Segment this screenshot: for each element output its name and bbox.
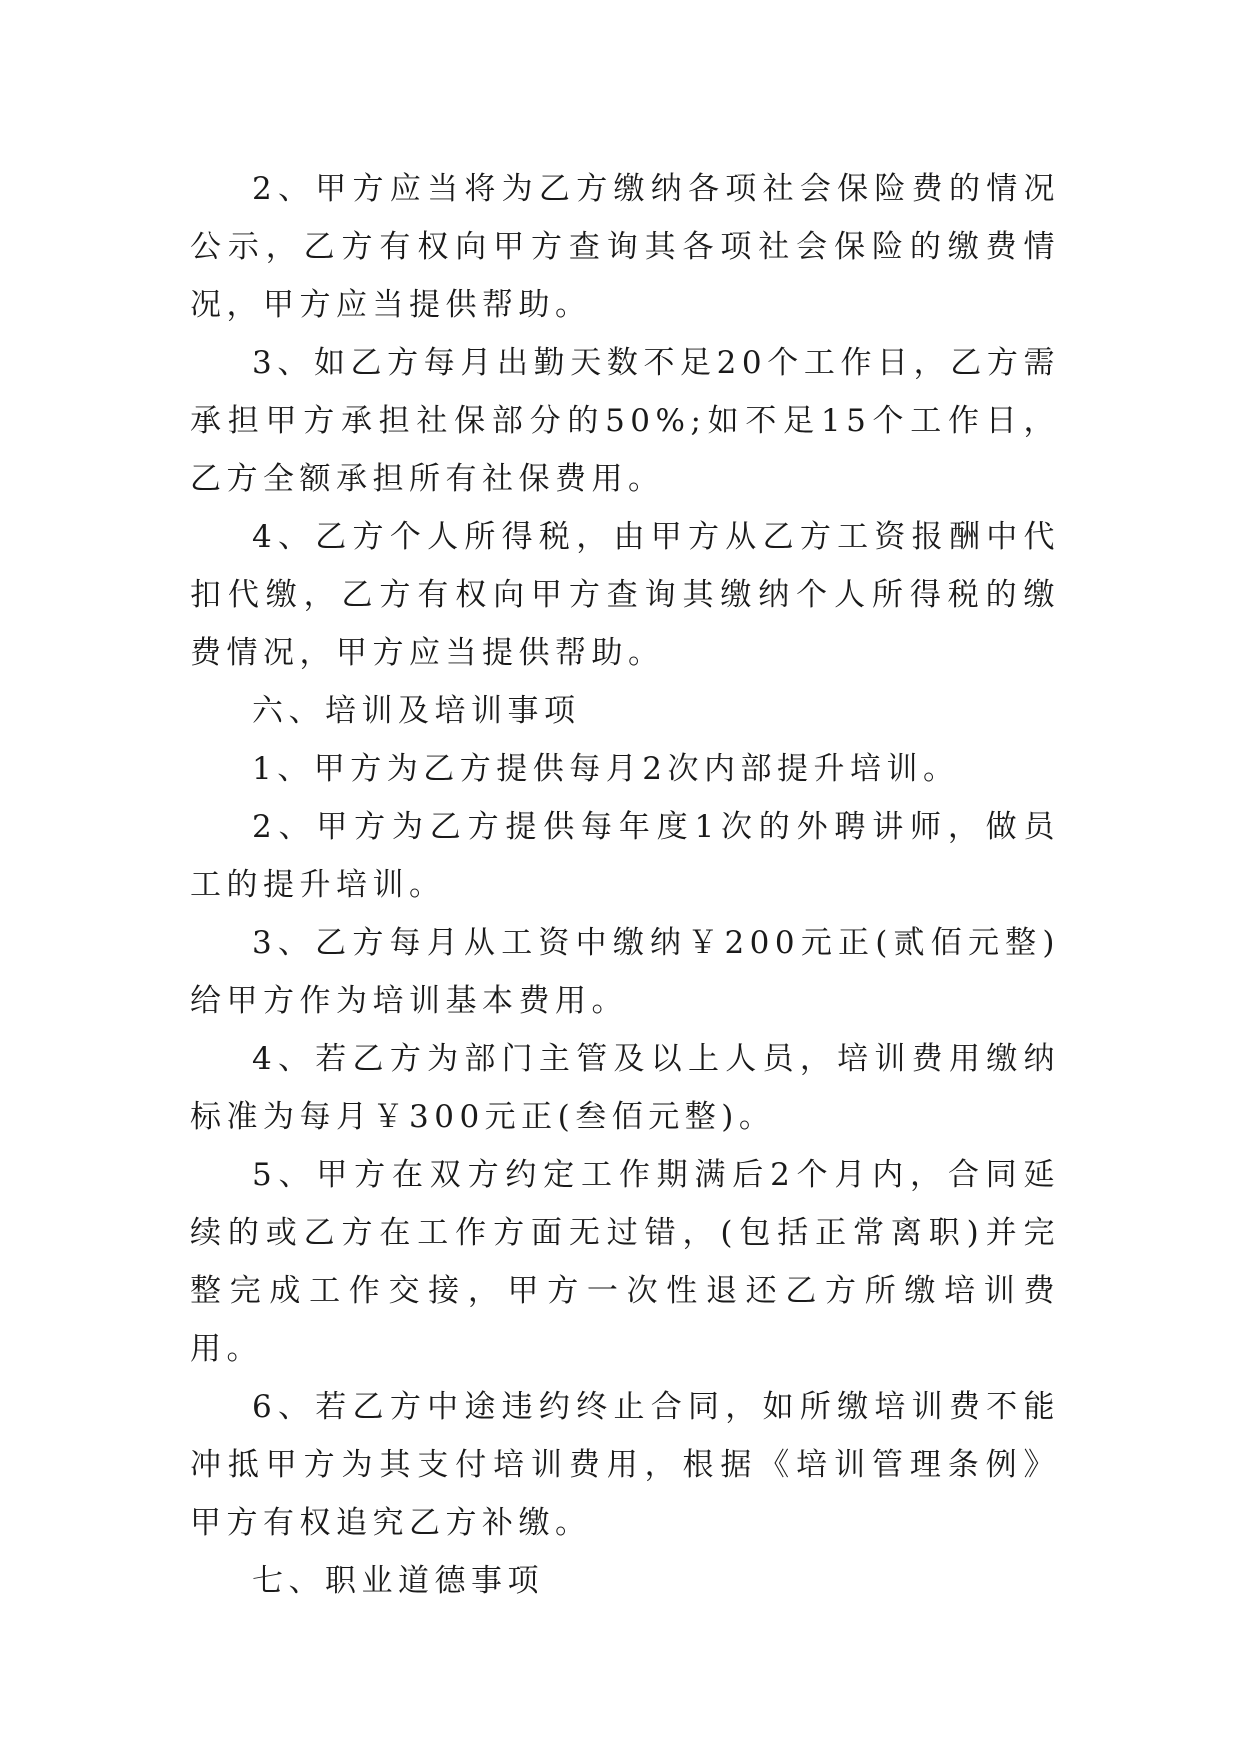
- paragraph-social-insurance-disclosure: 2、甲方应当将为乙方缴纳各项社会保险费的情况公示，乙方有权向甲方查询其各项社会保险的缴费情况，甲方应当提供帮助。: [190, 171, 1060, 323]
- paragraph-income-tax: 4、乙方个人所得税，由甲方从乙方工资报酬中代扣代缴，乙方有权向甲方查询其缴纳个人所得税的缴费情况，甲方应当提供帮助。: [190, 519, 1060, 671]
- paragraph-attendance-insurance: 3、如乙方每月出勤天数不足20个工作日，乙方需承担甲方承担社保部分的50%;如不足15个工作日，乙方全额承担所有社保费用。: [190, 345, 1060, 497]
- paragraph-fee-refund: 5、甲方在双方约定工作期满后2个月内，合同延续的或乙方在工作方面无过错，(包括正常离职)并完整完成工作交接，甲方一次性退还乙方所缴培训费用。: [190, 1157, 1060, 1367]
- section-heading-training: 六、培训及培训事项: [252, 693, 581, 729]
- paragraph-training-fee: 3、乙方每月从工资中缴纳￥200元正(贰佰元整)给甲方作为培训基本费用。: [190, 925, 1060, 1019]
- paragraph-manager-fee: 4、若乙方为部门主管及以上人员，培训费用缴纳标准为每月￥300元正(叁佰元整)。: [190, 1041, 1060, 1135]
- paragraph-external-lecturer: 2、甲方为乙方提供每年度1次的外聘讲师，做员工的提升培训。: [190, 809, 1060, 903]
- paragraph-monthly-training: 1、甲方为乙方提供每月2次内部提升培训。: [252, 751, 960, 787]
- paragraph-breach-compensation: 6、若乙方中途违约终止合同，如所缴培训费不能冲抵甲方为其支付培训费用，根据《培训管理条例》甲方有权追究乙方补缴。: [190, 1389, 1060, 1541]
- document-body: [190, 160, 1060, 1610]
- section-heading-professional-ethics: 七、职业道德事项: [252, 1563, 544, 1599]
